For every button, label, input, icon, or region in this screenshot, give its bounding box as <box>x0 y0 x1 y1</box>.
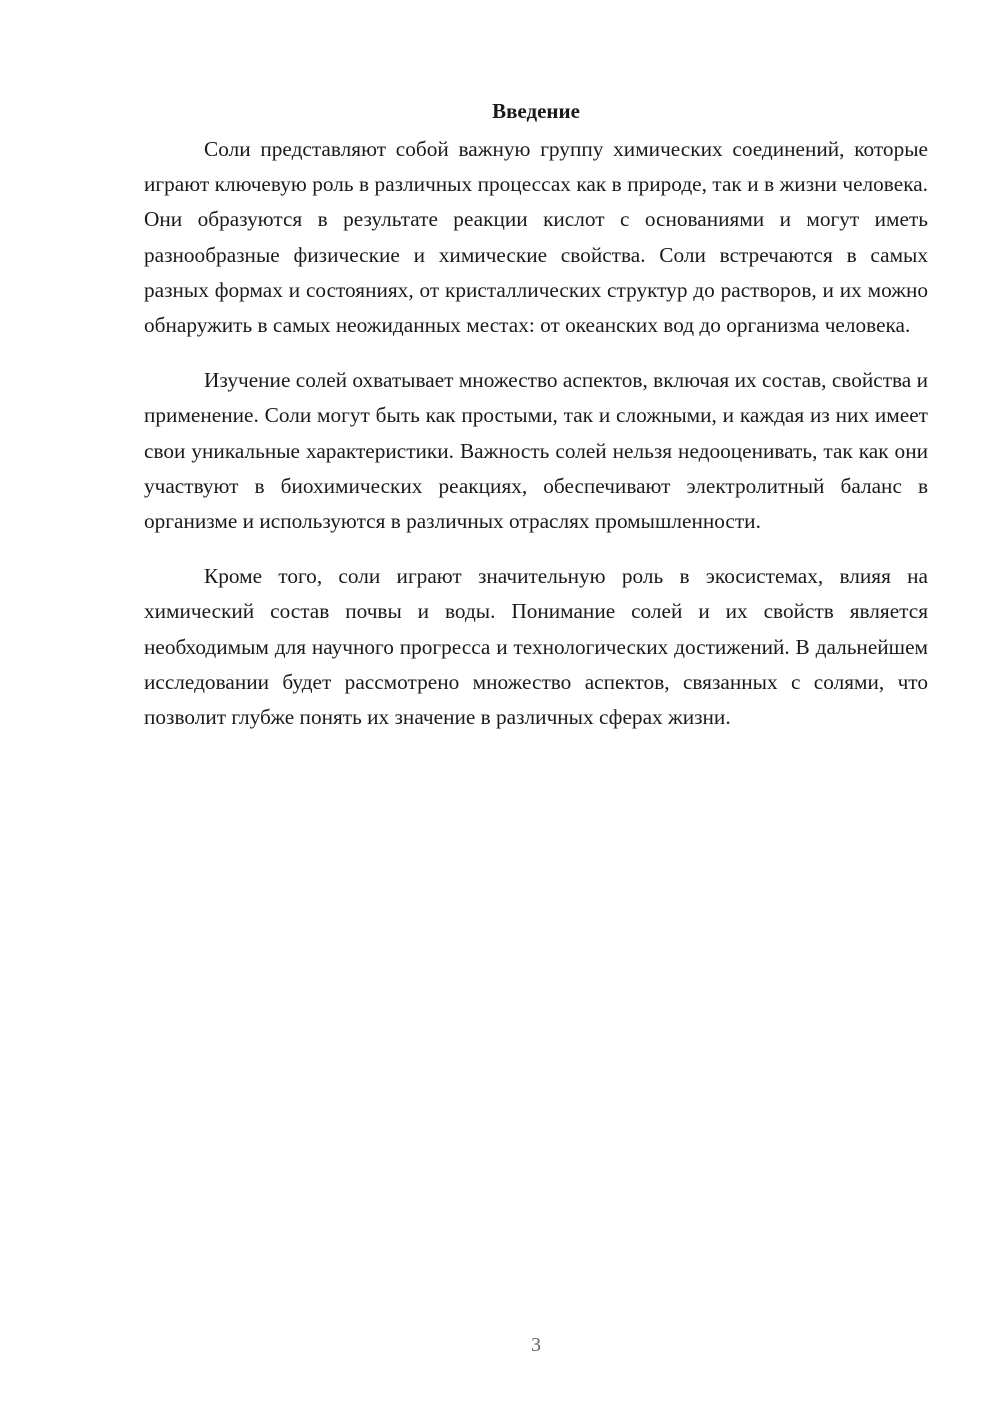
paragraph-1: Соли представляют собой важную группу химических соединений, которые играют ключевую роль в различных процессах как в природе, так и в жизни человека. Они образуются в результате реакции кислот с основаниями и могут иметь разнообразные физические и химические свойства. Соли встречаются в самых разных формах и состояниях, от кристаллических структур до растворов, и их можно обнаружить в самых неожиданных местах: от океанских вод до организма человека. <box>144 137 928 338</box>
page-content <box>144 96 928 755</box>
section-title: Введение <box>492 99 580 123</box>
paragraph-2: Изучение солей охватывает множество аспектов, включая их состав, свойства и применение. Соли могут быть как простыми, так и сложными, и каждая из них имеет свои уникальные характеристики. Важность солей нельзя недооценивать, так как они участвуют в биохимических реакциях, обеспечивают электролитный баланс в организме и используются в различных отраслях промышленности. <box>144 368 928 534</box>
page-number: 3 <box>531 1334 541 1356</box>
paragraph-3: Кроме того, соли играют значительную роль в экосистемах, влияя на химический состав почвы и воды. Понимание солей и их свойств является необходимым для научного прогресса и технологических достижений. В дальнейшем исследовании будет рассмотрено множество аспектов, связанных с солями, что позволит глубже понять их значение в различных сферах жизни. <box>144 564 928 730</box>
